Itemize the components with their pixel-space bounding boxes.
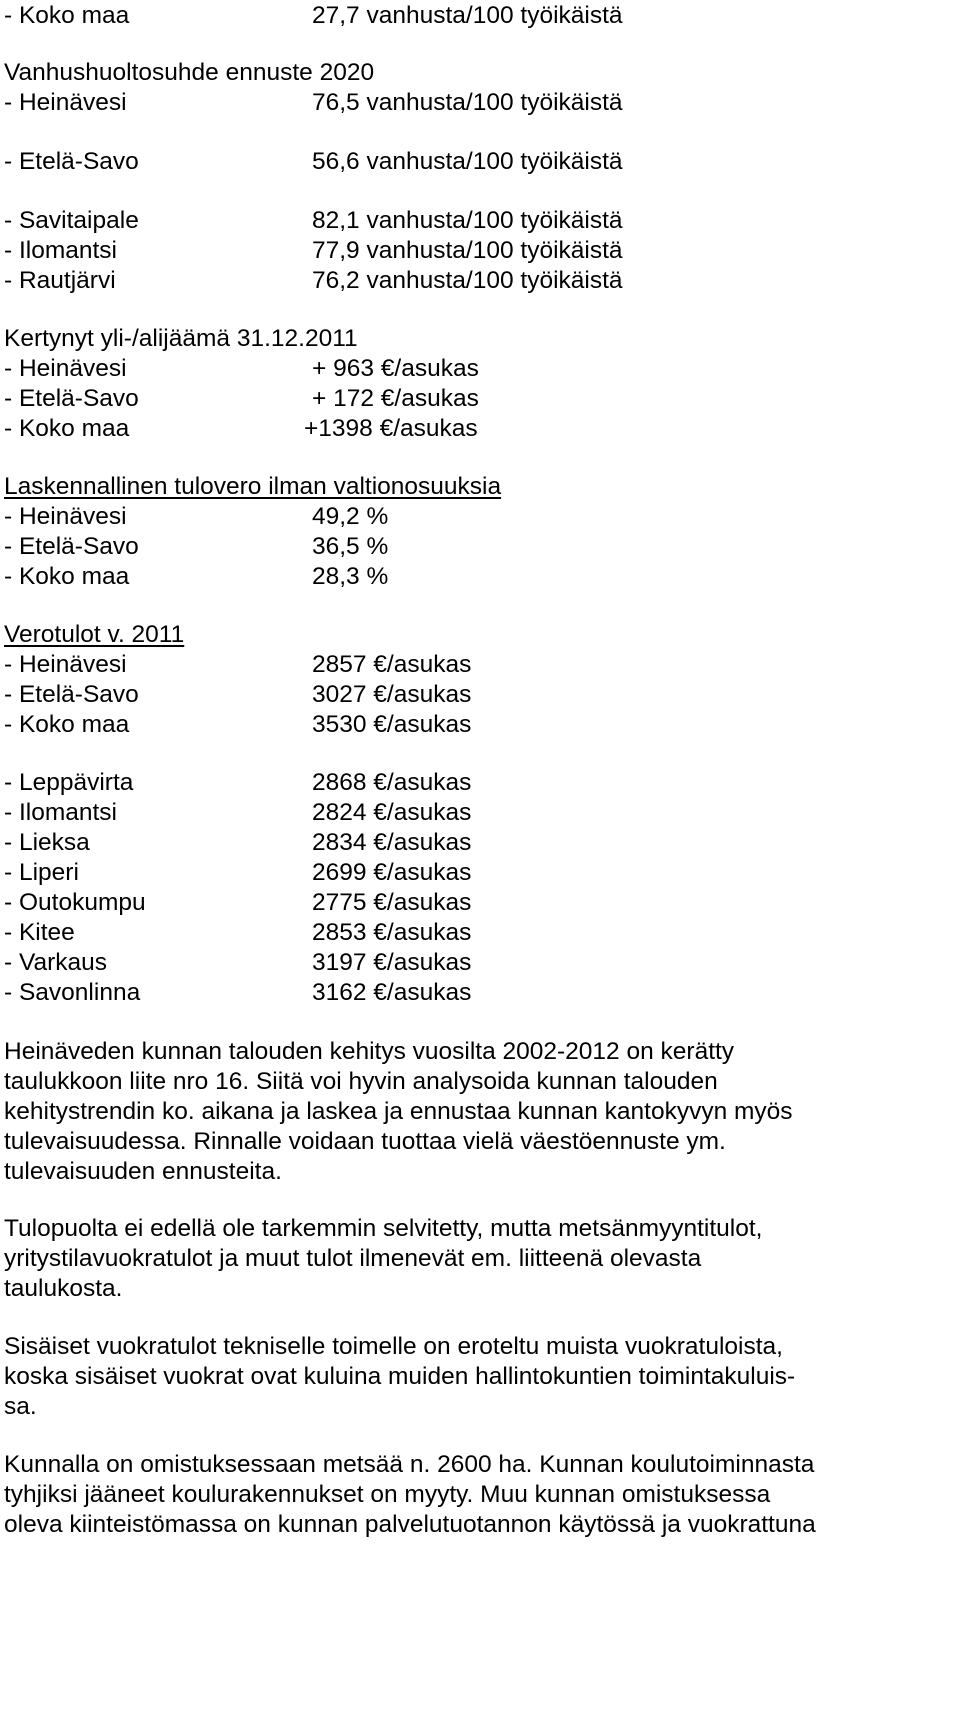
row-value: 3162 €/asukas [312,979,472,1006]
row-value: 2824 €/asukas [312,799,472,826]
row-label: - Savonlinna [4,979,141,1006]
paragraph-line: kehitystrendin ko. aikana ja laskea ja ennustaa kunnan kantokyvyn myös [4,1098,793,1125]
row-value: 77,9 vanhusta/100 työikäistä [312,237,623,264]
row-label: - Koko maa [4,2,130,29]
paragraph-line: Sisäiset vuokratulot tekniselle toimelle on eroteltu muista vuokratuloista, [4,1333,783,1360]
row-label: - Heinävesi [4,355,127,382]
row-label: - Leppävirta [4,769,134,796]
row-label: - Heinävesi [4,651,127,678]
heading-text: Kertynyt yli-/alijäämä 31.12.2011 [4,325,358,352]
row-value: 3197 €/asukas [312,949,472,976]
row-label: - Koko maa [4,563,130,590]
row-label: - Ilomantsi [4,799,118,826]
paragraph-line: tulevaisuudessa. Rinnalle voidaan tuottaa vielä väestöennuste ym. [4,1128,726,1155]
paragraph-line: Heinäveden kunnan talouden kehitys vuosilta 2002-2012 on kerätty [4,1038,735,1065]
row-value: 2853 €/asukas [312,919,472,946]
paragraph-line: Tulopuolta ei edellä ole tarkemmin selvitetty, mutta metsänmyyntitulot, [4,1215,763,1242]
row-label: - Outokumpu [4,889,146,916]
row-value: 76,5 vanhusta/100 työikäistä [312,89,623,116]
row-value: 2857 €/asukas [312,651,472,678]
row-value: 28,3 % [312,563,389,590]
row-value: 2834 €/asukas [312,829,472,856]
row-label: - Heinävesi [4,503,127,530]
row-value: 2868 €/asukas [312,769,472,796]
paragraph-line: taulukkoon liite nro 16. Siitä voi hyvin analysoida kunnan talouden [4,1068,718,1095]
row-value: 36,5 % [312,533,389,560]
paragraph-line: tyhjiksi jääneet koulurakennukset on myyty. Muu kunnan omistuksessa [4,1481,771,1508]
row-label: - Rautjärvi [4,267,116,294]
row-value: 56,6 vanhusta/100 työikäistä [312,148,623,175]
paragraph-line: tulevaisuuden ennusteita. [4,1158,282,1185]
row-value: 82,1 vanhusta/100 työikäistä [312,207,623,234]
paragraph-line: Kunnalla on omistuksessaan metsää n. 2600 ha. Kunnan koulutoiminnasta [4,1451,815,1478]
row-value: 2775 €/asukas [312,889,472,916]
heading-text: Vanhushuoltosuhde ennuste 2020 [4,59,375,86]
row-value: + 172 €/asukas [312,385,479,412]
row-label: - Ilomantsi [4,237,118,264]
row-label: - Etelä-Savo [4,681,139,708]
row-label: - Etelä-Savo [4,148,139,175]
row-label: - Heinävesi [4,89,127,116]
paragraph-line: yritystilavuokratulot ja muut tulot ilmenevät em. liitteenä olevasta [4,1245,702,1272]
row-value: 3027 €/asukas [312,681,472,708]
row-label: - Savitaipale [4,207,139,234]
row-value: +1398 €/asukas [304,415,478,442]
heading-text: Laskennallinen tulovero ilman valtionosuuksia [4,473,502,500]
row-value: 2699 €/asukas [312,859,472,886]
row-value: 27,7 vanhusta/100 työikäistä [312,2,623,29]
row-value: 3530 €/asukas [312,711,472,738]
row-label: - Liperi [4,859,79,886]
heading-text: Verotulot v. 2011 [4,621,185,648]
row-value: + 963 €/asukas [312,355,479,382]
row-label: - Koko maa [4,415,130,442]
row-label: - Varkaus [4,949,108,976]
paragraph-line: oleva kiinteistömassa on kunnan palvelutuotannon käytössä ja vuokrattuna [4,1511,816,1538]
row-value: 49,2 % [312,503,389,530]
row-label: - Etelä-Savo [4,385,139,412]
row-label: - Kitee [4,919,75,946]
row-label: - Etelä-Savo [4,533,139,560]
row-value: 76,2 vanhusta/100 työikäistä [312,267,623,294]
row-label: - Lieksa [4,829,90,856]
paragraph-line: taulukosta. [4,1275,123,1302]
row-label: - Koko maa [4,711,130,738]
paragraph-line: sa. [4,1393,37,1420]
paragraph-line: koska sisäiset vuokrat ovat kuluina muiden hallintokuntien toimintakuluis- [4,1363,796,1390]
